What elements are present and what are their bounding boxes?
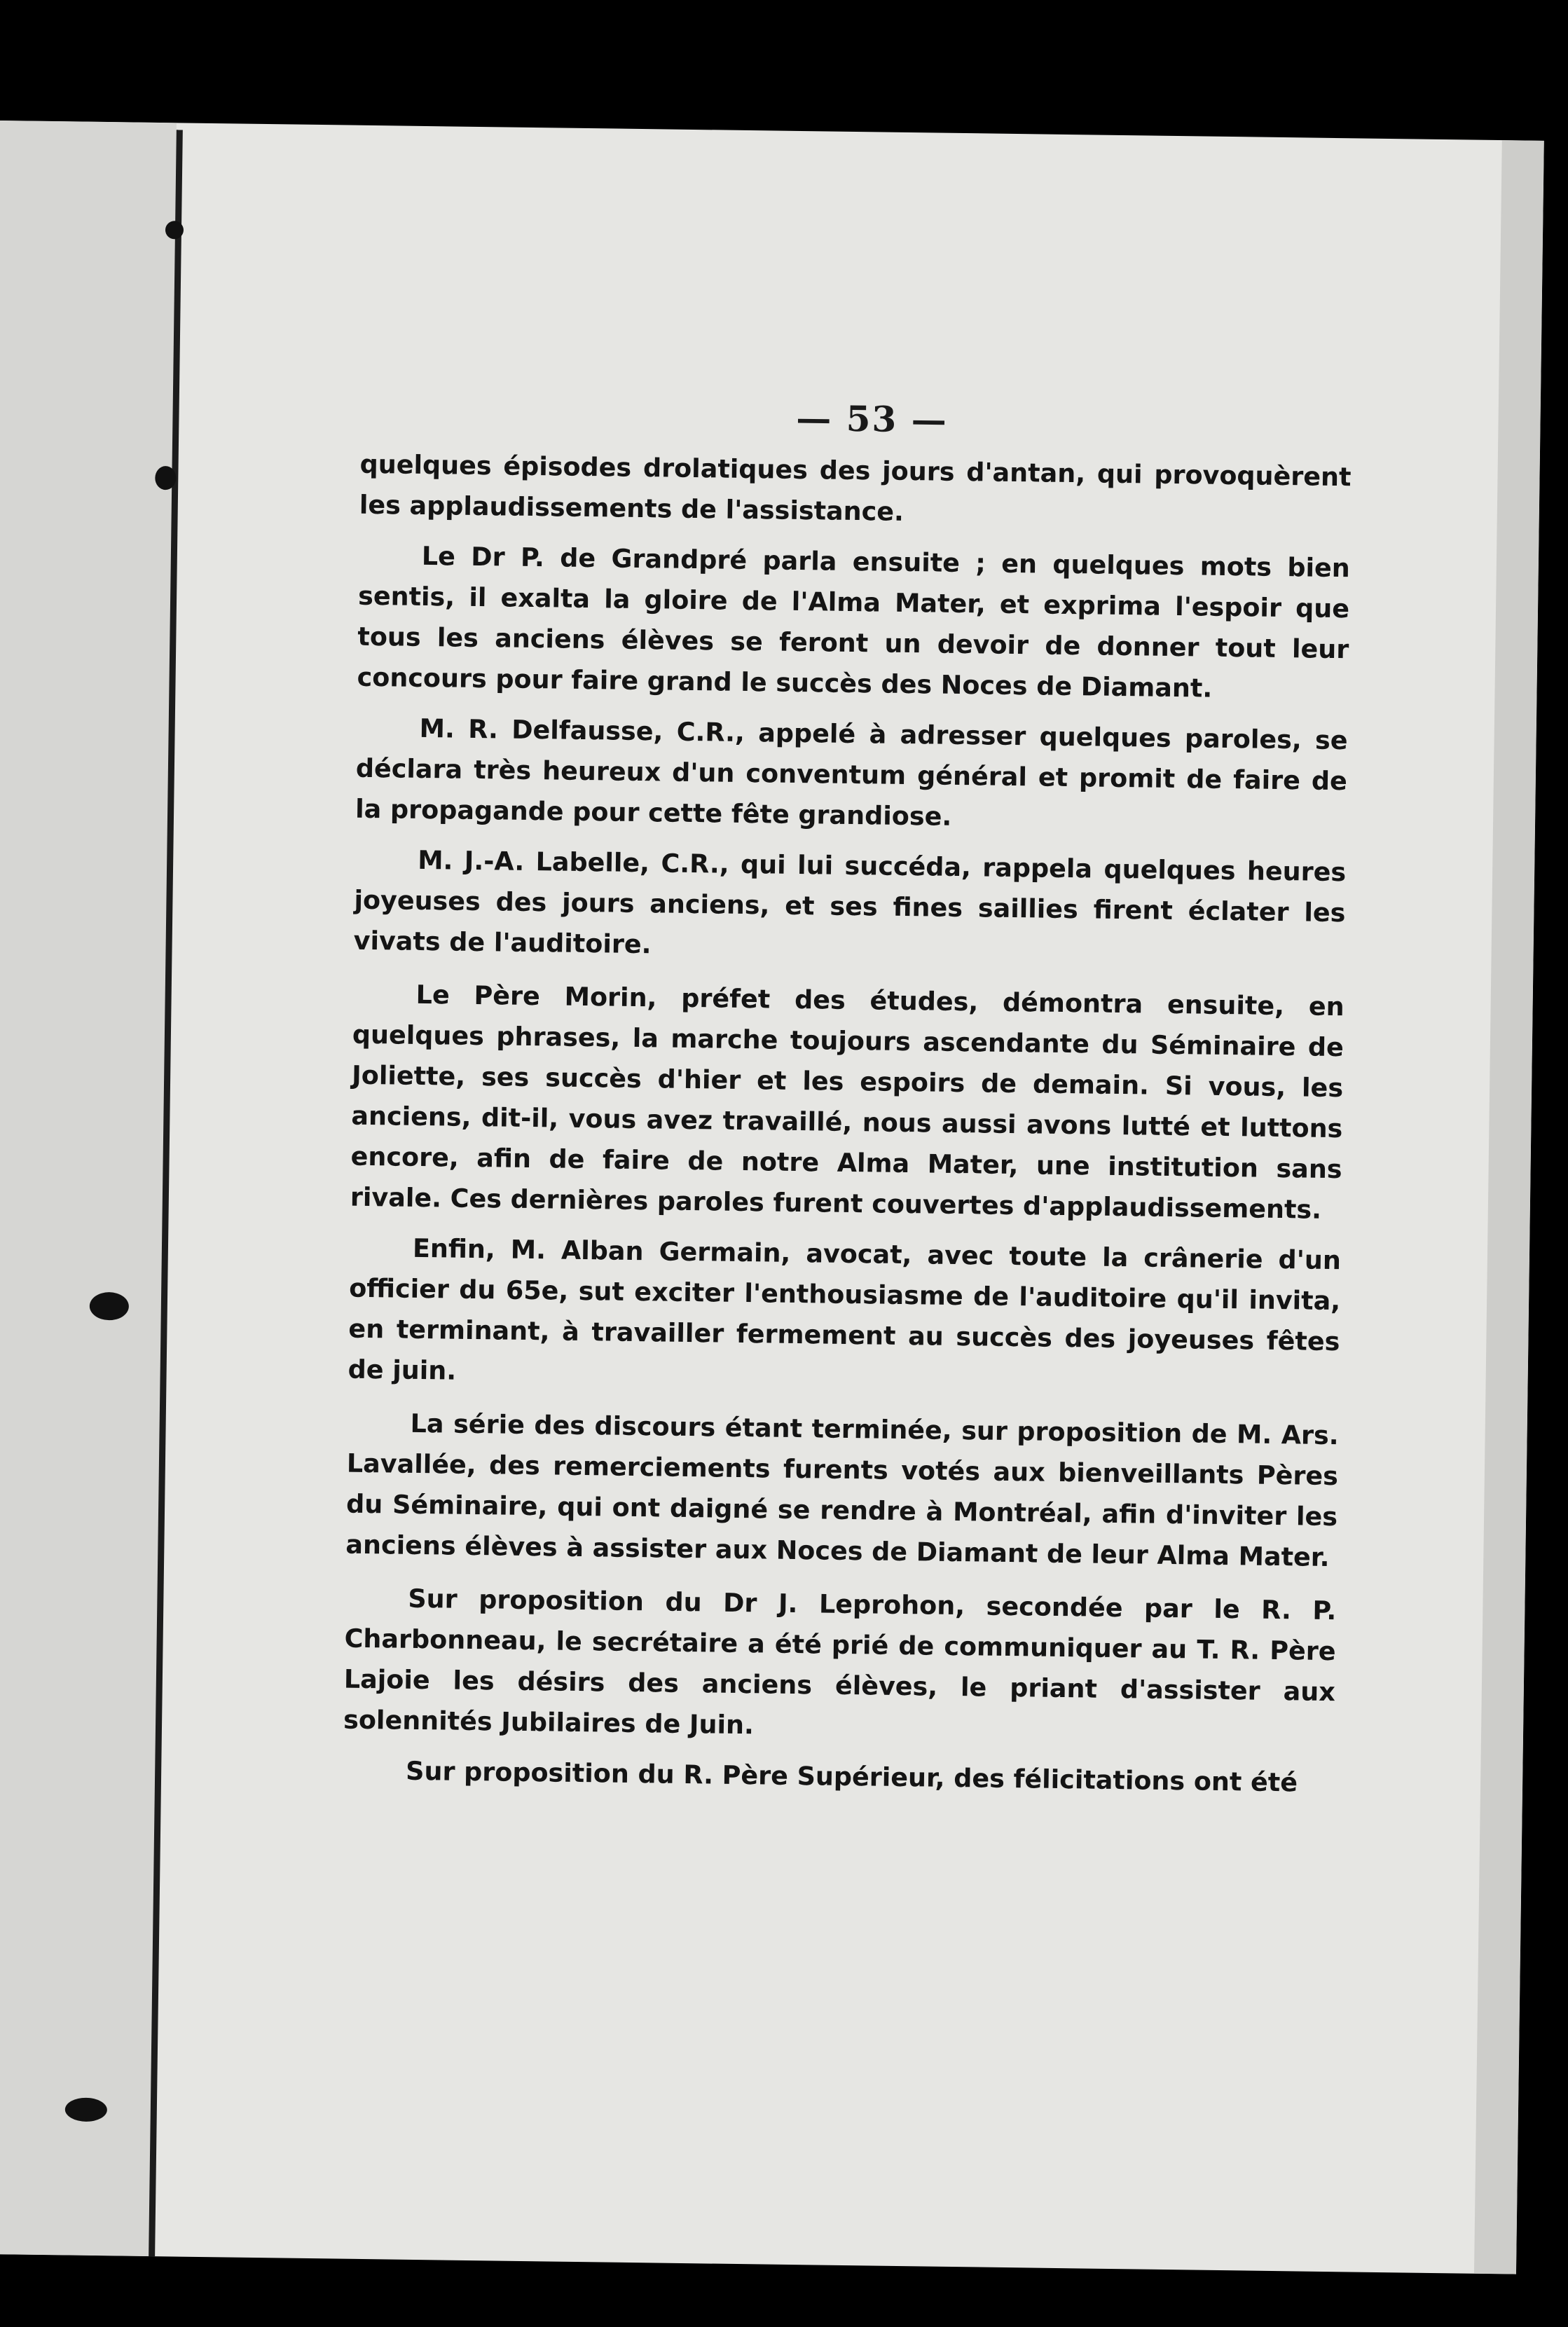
binding-hole-icon bbox=[90, 1292, 130, 1321]
paragraph: La série des discours étant terminée, sur proposition de M. Ars. Lavallée, des remerciements furents votés aux bienveillants Pères du Séminaire, qui ont daigné se rendre à Montréal, afin d'inviter les anciens élèves à assister aux Noces de Diamant de leur Alma Mater. bbox=[345, 1408, 1339, 1573]
paragraph: Sur proposition du Dr J. Leprohon, secondée par le R. P. Charbonneau, le secrétaire a été prié de communiquer au T. R. Père Lajoie les désirs des anciens élèves, le priant d'assister aux solennités Jubilaires de Juin. bbox=[343, 1583, 1337, 1741]
paragraph: Enfin, M. Alban Germain, avocat, avec toute la crânerie d'un officier du 65e, sut exciter l'enthousiasme de l'auditoire qu'il invita, en terminant, à travailler fermement au succès des joyeuses fêtes de juin. bbox=[348, 1233, 1342, 1386]
book-page bbox=[0, 121, 1544, 2274]
binding-hole-icon bbox=[65, 2097, 107, 2122]
gutter-shadow bbox=[0, 121, 177, 2256]
paragraph: M. J.-A. Labelle, C.R., qui lui succéda, rappela quelques heures joyeuses des jours anciens, et ses fines saillies firent éclater les vivats de l'auditoire. bbox=[353, 844, 1347, 960]
paragraph: Sur proposition du R. Père Supérieur, des félicitations ont été bbox=[405, 1755, 1298, 1798]
paragraph: quelques épisodes drolatiques des jours d'antan, qui provoquèrent les applaudissements de l'assistance. bbox=[359, 448, 1352, 527]
paragraph: Le Père Morin, préfet des études, démontra ensuite, en quelques phrases, la marche toujours ascendante du Séminaire de Joliette, ses succès d'hier et les espoirs de demain. Si vous, les anciens, dit-il, vous avez travaillé, nous aussi avons lutté et luttons encore, afin de faire de notre Alma Mater, une institution sans rivale. Ces dernières paroles furent couvertes d'applaudissements. bbox=[350, 979, 1345, 1225]
paragraph: Le Dr P. de Grandpré parla ensuite ; en quelques mots bien sentis, il exalta la gloire de l'Alma Mater, et exprima l'espoir que tous les anciens élèves se feront un devoir de donner tout leur concours pour faire grand le succès des Noces de Diamant. bbox=[357, 540, 1351, 703]
page-edge-shadow bbox=[1474, 140, 1544, 2274]
body-text bbox=[343, 444, 1352, 1813]
page-number: — 53 — bbox=[795, 397, 949, 441]
paragraph: M. R. Delfausse, C.R., appelé à adresser quelques paroles, se déclara très heureux d'un conventum général et promit de faire de la propagande pour cette fête grandiose. bbox=[355, 713, 1348, 832]
